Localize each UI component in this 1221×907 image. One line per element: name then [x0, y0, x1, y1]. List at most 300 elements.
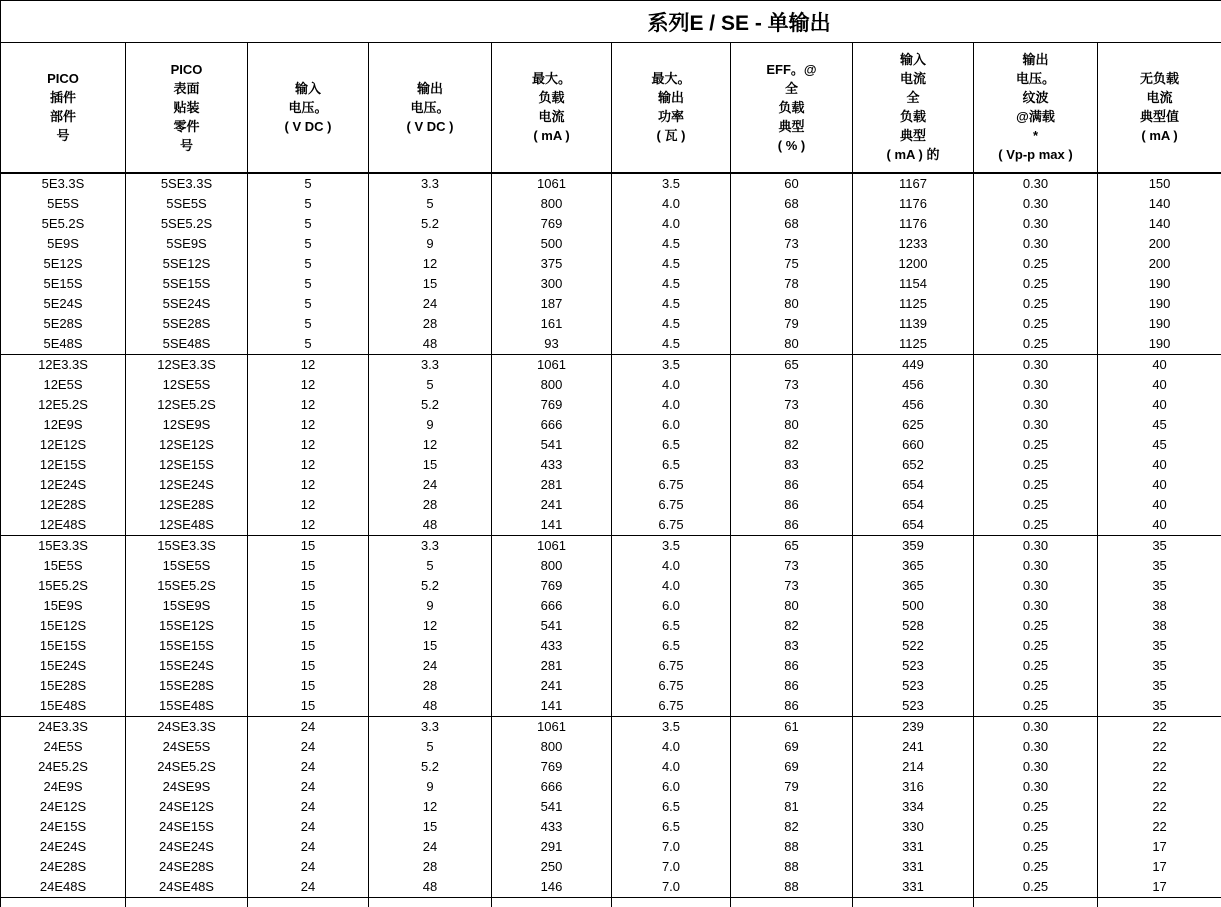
table-cell: 15	[248, 656, 369, 676]
table-cell: 6.5	[612, 797, 731, 817]
table-cell: 0.25	[974, 656, 1098, 676]
table-cell: 146	[492, 877, 612, 898]
table-row	[1, 797, 1221, 817]
table-cell: 365	[853, 556, 974, 576]
table-cell: 73	[731, 576, 853, 596]
table-cell: 12SE12S	[126, 435, 248, 455]
column-header	[853, 43, 974, 173]
table-cell: 541	[492, 616, 612, 636]
table-cell: 12	[248, 415, 369, 435]
column-header-line: 无负载	[1140, 71, 1180, 87]
table-cell: 250	[492, 857, 612, 877]
table-cell: 365	[853, 576, 974, 596]
table-cell: 86	[731, 475, 853, 495]
table-cell: 9	[369, 234, 492, 254]
table-cell: 83	[731, 636, 853, 656]
table-cell: 15SE48S	[126, 696, 248, 717]
table-cell: 0.30	[974, 234, 1098, 254]
table-cell: 4.0	[612, 757, 731, 777]
table-cell: 500	[853, 596, 974, 616]
cutoff-cell	[731, 897, 853, 907]
column-header-line: 号	[179, 137, 193, 153]
table-cell: 769	[492, 576, 612, 596]
table-cell: 1176	[853, 194, 974, 214]
column-header-row	[1, 43, 1221, 173]
table-cell: 12	[369, 435, 492, 455]
cutoff-cell	[126, 897, 248, 907]
table-cell: 15SE5.2S	[126, 576, 248, 596]
table-cell: 528	[853, 616, 974, 636]
column-header-line: 最大。	[531, 71, 571, 87]
table-cell: 7.0	[612, 857, 731, 877]
column-header-line: @满载	[1016, 109, 1055, 125]
table-cell: 24SE9S	[126, 777, 248, 797]
table-cell: 88	[731, 837, 853, 857]
table-cell: 0.25	[974, 837, 1098, 857]
table-cell: 24E12S	[1, 797, 126, 817]
table-cell: 1061	[492, 173, 612, 194]
table-cell: 291	[492, 837, 612, 857]
table-cell: 86	[731, 696, 853, 717]
table-cell: 3.5	[612, 535, 731, 556]
table-cell: 140	[1098, 194, 1221, 214]
table-row	[1, 354, 1221, 375]
table-cell: 15SE24S	[126, 656, 248, 676]
table-cell: 1233	[853, 234, 974, 254]
column-header-line: ( V DC )	[406, 118, 454, 134]
table-cell: 0.25	[974, 676, 1098, 696]
table-cell: 12SE48S	[126, 515, 248, 536]
table-row	[1, 274, 1221, 294]
table-cell: 241	[492, 676, 612, 696]
table-cell: 12	[248, 354, 369, 375]
table-group	[1, 535, 1221, 716]
column-header-line: 电流	[899, 71, 926, 87]
table-cell: 0.30	[974, 556, 1098, 576]
table-cell: 187	[492, 294, 612, 314]
table-cell: 24	[248, 757, 369, 777]
table-cell: 5	[369, 375, 492, 395]
table-cell: 334	[853, 797, 974, 817]
table-cell: 80	[731, 596, 853, 616]
table-cell: 7.0	[612, 877, 731, 898]
table-cell: 3.5	[612, 173, 731, 194]
table-cell: 24	[369, 294, 492, 314]
column-header	[126, 43, 248, 173]
table-cell: 652	[853, 455, 974, 475]
table-cell: 0.25	[974, 475, 1098, 495]
cutoff-cell	[853, 897, 974, 907]
table-row	[1, 636, 1221, 656]
table-cell: 5E24S	[1, 294, 126, 314]
table-cell: 1125	[853, 334, 974, 355]
table-cell: 45	[1098, 415, 1221, 435]
table-cell: 12SE28S	[126, 495, 248, 515]
table-cell: 4.5	[612, 234, 731, 254]
table-cell: 522	[853, 636, 974, 656]
table-row	[1, 837, 1221, 857]
table-cell: 12	[248, 435, 369, 455]
table-cell: 5.2	[369, 214, 492, 234]
table-cell: 4.5	[612, 294, 731, 314]
table-cell: 5.2	[369, 576, 492, 596]
table-cell: 6.0	[612, 777, 731, 797]
table-cell: 625	[853, 415, 974, 435]
table-cell: 48	[369, 334, 492, 355]
table-cell: 0.25	[974, 435, 1098, 455]
table-cell: 60	[731, 173, 853, 194]
column-header-line: 贴装	[173, 99, 200, 115]
table-cell: 73	[731, 556, 853, 576]
table-cell: 0.25	[974, 636, 1098, 656]
table-cell: 4.0	[612, 214, 731, 234]
table-cell: 86	[731, 676, 853, 696]
table-cell: 12	[248, 395, 369, 415]
table-row	[1, 194, 1221, 214]
cutoff-cell	[1, 897, 126, 907]
table-cell: 0.25	[974, 334, 1098, 355]
table-cell: 541	[492, 797, 612, 817]
table-cell: 654	[853, 515, 974, 536]
table-cell: 4.0	[612, 556, 731, 576]
table-cell: 79	[731, 777, 853, 797]
table-cell: 40	[1098, 455, 1221, 475]
table-cell: 3.3	[369, 354, 492, 375]
table-cell: 82	[731, 435, 853, 455]
table-cell: 15	[248, 535, 369, 556]
table-cell: 15	[248, 616, 369, 636]
table-cell: 5SE3.3S	[126, 173, 248, 194]
table-row	[1, 535, 1221, 556]
table-cell: 40	[1098, 515, 1221, 536]
table-cell: 523	[853, 676, 974, 696]
table-cell: 12	[248, 515, 369, 536]
table-cell: 40	[1098, 395, 1221, 415]
table-cell: 5SE28S	[126, 314, 248, 334]
table-cell: 5	[248, 314, 369, 334]
table-cell: 800	[492, 556, 612, 576]
column-header-line: 电流	[1146, 90, 1173, 106]
table-cell: 5.2	[369, 757, 492, 777]
table-cell: 80	[731, 334, 853, 355]
table-cell: 800	[492, 737, 612, 757]
table-cell: 1061	[492, 535, 612, 556]
table-row	[1, 817, 1221, 837]
column-header	[1098, 43, 1221, 173]
column-header-line: 电流	[538, 109, 565, 125]
table-cell: 5	[369, 556, 492, 576]
table-cell: 24	[369, 475, 492, 495]
column-header-line: EFF。@	[766, 61, 817, 77]
column-header-line: 插件	[49, 90, 76, 106]
table-cell: 456	[853, 395, 974, 415]
table-cell: 22	[1098, 797, 1221, 817]
table-cell: 281	[492, 656, 612, 676]
table-cell: 15	[248, 596, 369, 616]
table-cell: 35	[1098, 576, 1221, 596]
table-row	[1, 334, 1221, 355]
table-row	[1, 314, 1221, 334]
table-cell: 523	[853, 696, 974, 717]
table-row	[1, 857, 1221, 877]
table-cell: 4.0	[612, 375, 731, 395]
table-cell: 82	[731, 616, 853, 636]
table-cell: 15SE28S	[126, 676, 248, 696]
table-cell: 5E12S	[1, 254, 126, 274]
table-cell: 456	[853, 375, 974, 395]
table-cell: 15	[248, 636, 369, 656]
table-cell: 5E9S	[1, 234, 126, 254]
table-cell: 15SE15S	[126, 636, 248, 656]
table-cell: 24SE28S	[126, 857, 248, 877]
table-cell: 35	[1098, 676, 1221, 696]
table-cell: 48	[369, 696, 492, 717]
table-cell: 0.30	[974, 757, 1098, 777]
table-cell: 24	[248, 857, 369, 877]
table-cell: 45	[1098, 435, 1221, 455]
column-header-line: 部件	[49, 109, 76, 125]
table-cell: 12	[248, 475, 369, 495]
table-row	[1, 475, 1221, 495]
table-cell: 0.25	[974, 314, 1098, 334]
table-cell: 5SE48S	[126, 334, 248, 355]
table-cell: 12SE5S	[126, 375, 248, 395]
table-cell: 12E5.2S	[1, 395, 126, 415]
table-cell: 28	[369, 314, 492, 334]
table-row	[1, 576, 1221, 596]
table-cell: 22	[1098, 737, 1221, 757]
table-cell: 0.30	[974, 777, 1098, 797]
table-cell: 73	[731, 375, 853, 395]
column-header-line: 典型	[899, 128, 926, 144]
table-cell: 5SE12S	[126, 254, 248, 274]
cutoff-cell	[974, 897, 1098, 907]
table-cell: 12SE15S	[126, 455, 248, 475]
table-cell: 6.5	[612, 817, 731, 837]
table-cell: 15E15S	[1, 636, 126, 656]
table-cell: 15SE9S	[126, 596, 248, 616]
table-cell: 69	[731, 737, 853, 757]
table-cell: 141	[492, 696, 612, 717]
table-cell: 9	[369, 777, 492, 797]
table-cell: 15E9S	[1, 596, 126, 616]
column-header-line: ( 瓦 )	[656, 128, 686, 144]
column-header-line: 零件	[173, 118, 200, 134]
cutoff-cells-row	[1, 897, 1221, 907]
page-title: 系列E / SE - 单输出	[647, 11, 831, 35]
table-cell: 0.25	[974, 817, 1098, 837]
table-cell: 4.5	[612, 314, 731, 334]
table-cell: 0.25	[974, 616, 1098, 636]
table-cell: 15E12S	[1, 616, 126, 636]
table-cell: 15E5S	[1, 556, 126, 576]
table-cell: 24	[248, 817, 369, 837]
table-cell: 12	[248, 495, 369, 515]
table-cell: 24	[248, 716, 369, 737]
table-cell: 24	[369, 656, 492, 676]
table-cell: 375	[492, 254, 612, 274]
table-cell: 24SE5S	[126, 737, 248, 757]
table-cell: 7.0	[612, 837, 731, 857]
table-cell: 5E3.3S	[1, 173, 126, 194]
table-cell: 12E12S	[1, 435, 126, 455]
table-cell: 86	[731, 656, 853, 676]
table-cell: 9	[369, 415, 492, 435]
column-header-line: 全	[784, 80, 798, 96]
table-cell: 359	[853, 535, 974, 556]
table-cell: 4.0	[612, 737, 731, 757]
table-cell: 80	[731, 415, 853, 435]
table-cell: 24	[248, 737, 369, 757]
table-cell: 24E28S	[1, 857, 126, 877]
table-cell: 24E5.2S	[1, 757, 126, 777]
table-cell: 12	[369, 616, 492, 636]
table-cell: 3.5	[612, 716, 731, 737]
table-cell: 5E48S	[1, 334, 126, 355]
table-cell: 5SE24S	[126, 294, 248, 314]
table-cell: 35	[1098, 556, 1221, 576]
table-row	[1, 757, 1221, 777]
table-cell: 4.5	[612, 274, 731, 294]
table-cell: 316	[853, 777, 974, 797]
table-row	[1, 515, 1221, 536]
table-cell: 22	[1098, 817, 1221, 837]
table-cell: 15	[248, 696, 369, 717]
table-cell: 35	[1098, 636, 1221, 656]
table-cell: 24SE3.3S	[126, 716, 248, 737]
column-header-line: 典型值	[1140, 109, 1180, 125]
table-cell: 141	[492, 515, 612, 536]
table-cell: 24E24S	[1, 837, 126, 857]
table-row	[1, 716, 1221, 737]
column-header-line: *	[1032, 128, 1039, 144]
table-cell: 1061	[492, 354, 612, 375]
table-row	[1, 294, 1221, 314]
table-cell: 15	[248, 676, 369, 696]
column-header-line: 最大。	[651, 71, 691, 87]
column-header	[612, 43, 731, 173]
table-cell: 79	[731, 314, 853, 334]
table-cell: 5E28S	[1, 314, 126, 334]
table-cell: 0.25	[974, 274, 1098, 294]
table-row	[1, 173, 1221, 194]
column-header-line: 电压。	[1015, 71, 1055, 87]
table-cell: 15E3.3S	[1, 535, 126, 556]
table-cell: 1125	[853, 294, 974, 314]
table-cell: 666	[492, 415, 612, 435]
table-cell: 331	[853, 877, 974, 898]
table-cell: 82	[731, 817, 853, 837]
table-row	[1, 435, 1221, 455]
table-cell: 12	[248, 455, 369, 475]
table-cell: 1200	[853, 254, 974, 274]
table-cell: 15	[369, 455, 492, 475]
table-cell: 69	[731, 757, 853, 777]
column-header-line: 输入	[294, 80, 321, 96]
table-cell: 523	[853, 656, 974, 676]
table-cell: 0.25	[974, 857, 1098, 877]
table-cell: 0.30	[974, 716, 1098, 737]
column-header-line: 典型	[778, 118, 805, 134]
table-cell: 15	[369, 817, 492, 837]
table-cell: 666	[492, 777, 612, 797]
column-header-line: ( % )	[777, 137, 806, 153]
table-cell: 40	[1098, 375, 1221, 395]
table-cell: 24SE24S	[126, 837, 248, 857]
table-cell: 0.30	[974, 173, 1098, 194]
table-cell: 15E5.2S	[1, 576, 126, 596]
table-cell: 0.30	[974, 375, 1098, 395]
table-cell: 17	[1098, 837, 1221, 857]
table-cell: 331	[853, 837, 974, 857]
table-cell: 12	[369, 797, 492, 817]
table-cell: 0.25	[974, 696, 1098, 717]
table-cell: 40	[1098, 475, 1221, 495]
column-header-line: ( V DC )	[284, 118, 332, 134]
table-cell: 769	[492, 757, 612, 777]
table-cell: 4.0	[612, 576, 731, 596]
table-cell: 5E15S	[1, 274, 126, 294]
table-cell: 24	[248, 797, 369, 817]
table-cell: 6.75	[612, 495, 731, 515]
table-cell: 660	[853, 435, 974, 455]
table-row	[1, 777, 1221, 797]
table-cell: 24SE15S	[126, 817, 248, 837]
table-cell: 15SE3.3S	[126, 535, 248, 556]
table-cell: 24E5S	[1, 737, 126, 757]
table-cell: 12SE5.2S	[126, 395, 248, 415]
table-cell: 15SE12S	[126, 616, 248, 636]
table-cell: 0.30	[974, 535, 1098, 556]
table-cell: 6.0	[612, 596, 731, 616]
column-header	[1, 43, 126, 173]
table-cell: 5SE9S	[126, 234, 248, 254]
table-cell: 38	[1098, 616, 1221, 636]
table-cell: 65	[731, 535, 853, 556]
column-header-line: 电压。	[410, 99, 450, 115]
table-cell: 40	[1098, 495, 1221, 515]
column-header-line: 输出	[1022, 52, 1049, 68]
table-cell: 0.25	[974, 797, 1098, 817]
table-cell: 190	[1098, 294, 1221, 314]
table-cell: 6.0	[612, 415, 731, 435]
table-cell: 239	[853, 716, 974, 737]
table-cell: 433	[492, 636, 612, 656]
table-row	[1, 616, 1221, 636]
table-cell: 241	[853, 737, 974, 757]
table-cell: 12SE3.3S	[126, 354, 248, 375]
table-cell: 500	[492, 234, 612, 254]
column-header-line: 输出	[657, 90, 684, 106]
table-cell: 0.30	[974, 395, 1098, 415]
table-cell: 12SE9S	[126, 415, 248, 435]
table-cell: 80	[731, 294, 853, 314]
table-cell: 190	[1098, 274, 1221, 294]
table-cell: 5SE5.2S	[126, 214, 248, 234]
table-cell: 35	[1098, 656, 1221, 676]
column-header-line: 电压。	[288, 99, 328, 115]
cutoff-cell	[612, 897, 731, 907]
table-cell: 6.75	[612, 475, 731, 495]
table-cell: 4.5	[612, 254, 731, 274]
table-cell: 200	[1098, 254, 1221, 274]
table-cell: 93	[492, 334, 612, 355]
table-cell: 40	[1098, 354, 1221, 375]
table-cell: 433	[492, 817, 612, 837]
column-header-line: ( mA )	[533, 128, 570, 144]
table-cell: 24SE5.2S	[126, 757, 248, 777]
table-row	[1, 656, 1221, 676]
